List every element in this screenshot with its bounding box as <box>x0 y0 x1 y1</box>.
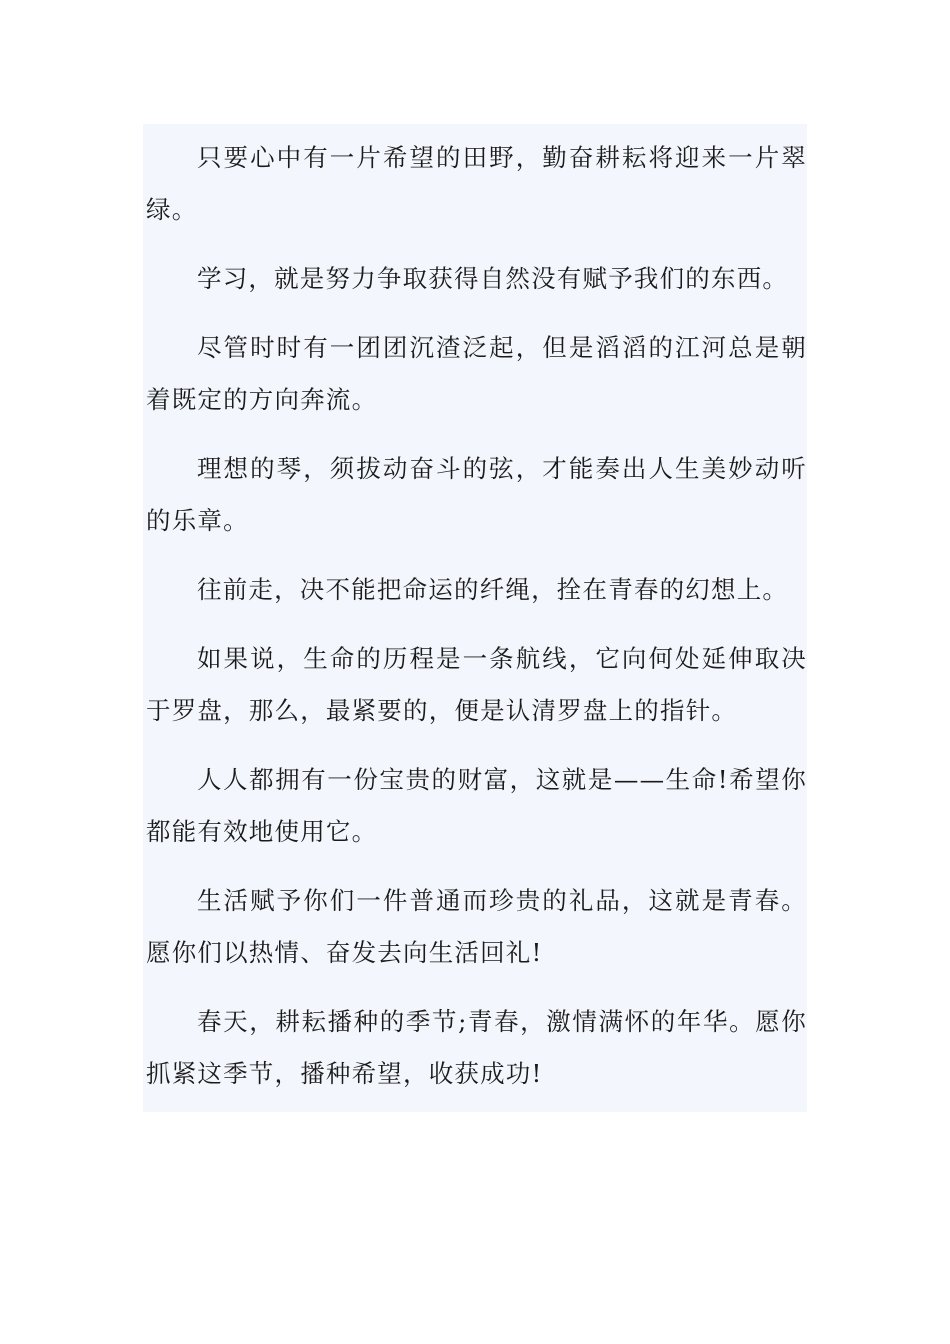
text-block <box>143 124 807 1112</box>
paragraph-3: 尽管时时有一团团沉渣泛起，但是滔滔的江河总是朝着既定的方向奔流。 <box>146 333 807 414</box>
paragraph-2: 学习，就是努力争取获得自然没有赋予我们的东西。 <box>197 264 789 293</box>
paragraph-8: 生活赋予你们一件普通而珍贵的礼品，这就是青春。愿你们以热情、奋发去向生活回礼! <box>146 886 807 967</box>
paragraph-6: 如果说，生命的历程是一条航线，它向何处延伸取决于罗盘，那么，最紧要的，便是认清罗盘上的指针。 <box>146 644 807 725</box>
paragraph-1: 只要心中有一片希望的田野，勤奋耕耘将迎来一片翠绿。 <box>146 143 807 224</box>
paragraph-7: 人人都拥有一份宝贵的财富，这就是——生命!希望你都能有效地使用它。 <box>146 765 807 846</box>
paragraph-4: 理想的琴，须拔动奋斗的弦，才能奏出人生美妙动听的乐章。 <box>146 454 807 535</box>
paragraph-9: 春天，耕耘播种的季节;青春，激情满怀的年华。愿你抓紧这季节，播种希望，收获成功! <box>146 1007 807 1088</box>
paragraph-5: 往前走，决不能把命运的纤绳，拴在青春的幻想上。 <box>197 575 789 604</box>
